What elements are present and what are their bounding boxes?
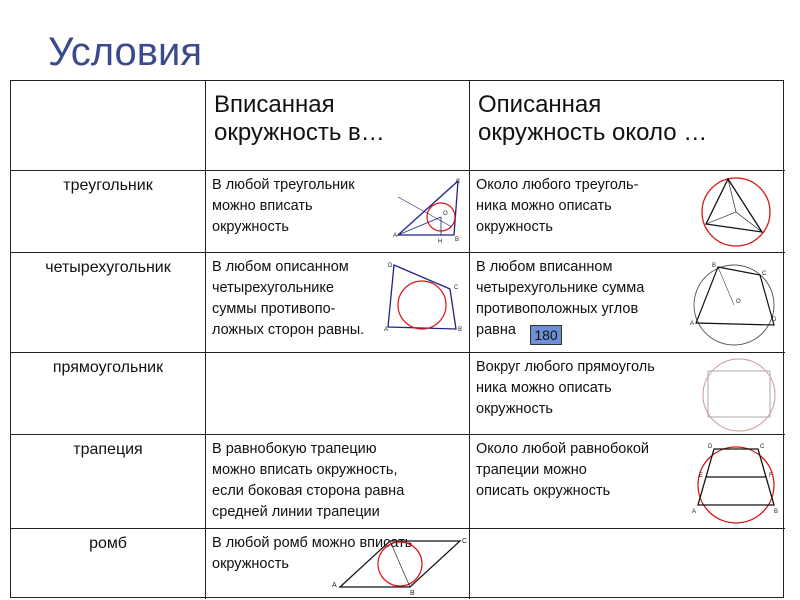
- header-inscribed: Вписанная окружность в…: [214, 91, 385, 146]
- label-a: A: [692, 509, 697, 515]
- quadrilateral-incircle-diagram: [384, 261, 466, 333]
- rectangle-circumscribed-text: Вокруг любого прямоуголь ника можно описать окружность: [476, 359, 655, 417]
- triangle-circumcircle-diagram: [698, 174, 774, 250]
- label-b: B: [455, 237, 460, 243]
- conditions-table: [10, 80, 784, 598]
- row-label-triangle: треугольник: [63, 177, 153, 194]
- label-c: C: [760, 444, 765, 450]
- triangle-circumscribed-text: Около любого треуголь- ника можно описать окружность: [476, 177, 639, 235]
- triangle-inscribed-text: В любой треугольник можно вписать окружность: [212, 177, 355, 235]
- trapezoid-circumscribed-cell: [470, 435, 785, 529]
- label-c: C: [462, 538, 468, 545]
- label-b: B: [458, 327, 463, 333]
- label-b: B: [410, 590, 415, 597]
- triangle-inscribed-cell: [206, 171, 470, 253]
- trapezoid-inscribed-cell: [206, 435, 470, 529]
- trapezoid-inscribed-text: В равнобокую трапецию можно вписать окружность, если боковая сторона равна средней линии трапеции: [212, 441, 405, 520]
- rhombus-incircle-diagram: [324, 535, 474, 597]
- row-label-trapezoid: трапеция: [73, 441, 143, 458]
- label-a: A: [332, 582, 337, 589]
- label-o: O: [443, 211, 448, 217]
- header-circumscribed-cell: [470, 81, 785, 171]
- label-o: O: [736, 299, 741, 305]
- rectangle-circumscribed-cell: [470, 353, 785, 435]
- quadrilateral-circumscribed-text: В любом вписанном четырехугольнике сумма противоположных углов равна: [476, 259, 645, 338]
- triangle-incircle-diagram: [392, 177, 464, 245]
- quadrilateral-circumscribed-cell: [470, 253, 785, 353]
- label-h: H: [438, 239, 443, 245]
- row-label-quadrilateral: четырехугольник: [45, 259, 171, 276]
- header-circumscribed: Описанная окружность около …: [478, 91, 708, 146]
- trapezoid-circumscribed-text: Около любой равнобокой трапеции можно описать окружность: [476, 441, 650, 499]
- rectangle-inscribed-cell: [206, 353, 470, 435]
- rhombus-inscribed-cell: [206, 529, 470, 599]
- trapezoid-circumcircle-diagram: [692, 441, 782, 525]
- header-inscribed-cell: [206, 81, 470, 171]
- label-e: E: [699, 473, 704, 479]
- label-d: D: [708, 444, 713, 450]
- table-row-label-cell: [11, 353, 206, 435]
- quadrilateral-inscribed-cell: [206, 253, 470, 353]
- row-label-rectangle: прямоугольник: [52, 359, 164, 376]
- table-row-label-cell: [11, 529, 206, 599]
- label-b: B: [774, 509, 779, 515]
- label-c: C: [762, 271, 767, 277]
- rectangle-circumcircle-diagram: [698, 357, 780, 433]
- angle-sum-badge: 180: [530, 325, 562, 345]
- label-a: A: [393, 233, 398, 239]
- label-f: F: [769, 473, 773, 479]
- header-empty-cell: [11, 81, 206, 171]
- label-b: B: [712, 263, 717, 269]
- triangle-circumscribed-cell: [470, 171, 785, 253]
- label-a: A: [384, 327, 389, 333]
- table-row-label-cell: [11, 253, 206, 353]
- label-c: C: [456, 179, 461, 185]
- label-a: A: [690, 321, 695, 327]
- quadrilateral-circumcircle-diagram: [688, 261, 780, 347]
- page-title: Условия: [48, 30, 203, 74]
- row-label-rhombus: ромб: [89, 535, 127, 552]
- table-row-label-cell: [11, 171, 206, 253]
- quadrilateral-inscribed-text: В любом описанном четырехугольнике суммы противопо- ложных сторон равны.: [212, 259, 365, 338]
- table-row-label-cell: [11, 435, 206, 529]
- rhombus-inscribed-text: В любой ромб можно вписать окружность: [212, 535, 413, 572]
- rhombus-circumscribed-cell: [470, 529, 785, 599]
- label-d: D: [388, 263, 393, 269]
- label-c: C: [454, 285, 459, 291]
- label-d: D: [772, 317, 777, 323]
